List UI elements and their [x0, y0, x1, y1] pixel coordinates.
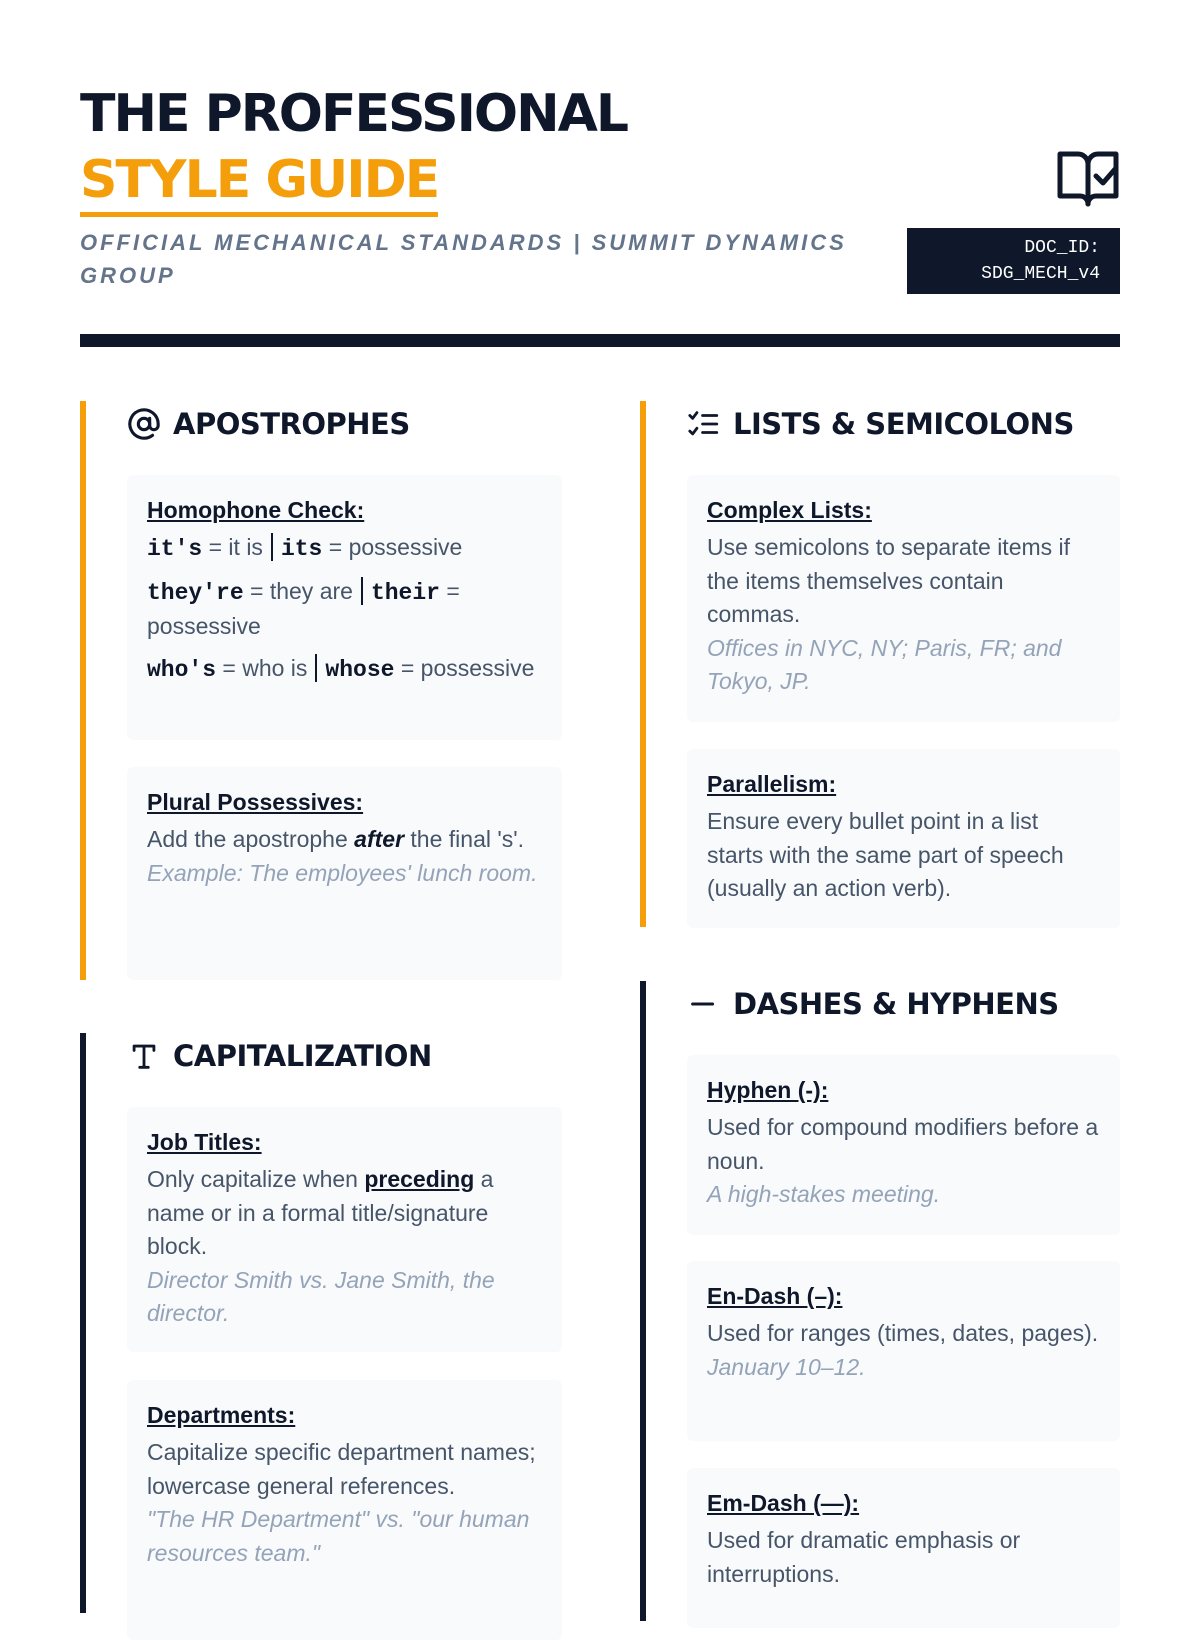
card-text	[147, 823, 542, 857]
title-line-2: STYLE GUIDE	[80, 148, 438, 217]
card-text: Capitalize specific department names; lowercase general references.	[147, 1439, 536, 1499]
definition: = who is	[222, 654, 308, 681]
card-text: Used for compound modifiers before a noun.	[707, 1114, 1099, 1174]
separator	[271, 533, 273, 561]
type-icon	[127, 1039, 161, 1073]
doc-id-badge	[907, 228, 1120, 294]
card-heading: Homophone Check:	[147, 497, 365, 523]
term: its	[280, 536, 323, 562]
card-text	[147, 1163, 542, 1264]
section-capitalization	[80, 1033, 562, 1613]
card-heading: Em-Dash (—):	[707, 1490, 860, 1516]
section-title: DASHES & HYPHENS	[733, 987, 1059, 1021]
separator	[315, 654, 317, 682]
section-title: CAPITALIZATION	[173, 1039, 432, 1073]
section-title: LISTS & SEMICOLONS	[733, 407, 1074, 441]
text-part: the final 's'.	[410, 826, 525, 852]
card-heading: Parallelism:	[707, 771, 837, 797]
section-accent-bar	[80, 401, 86, 980]
emphasis: after	[354, 826, 405, 852]
card-text: Used for ranges (times, dates, pages).	[707, 1320, 1099, 1346]
card-em-dash	[687, 1468, 1120, 1628]
section-header	[687, 401, 1120, 447]
section-apostrophes	[80, 401, 562, 980]
card-example: January 10–12.	[707, 1353, 866, 1380]
definition: = they are	[250, 577, 353, 604]
definition: = it is	[208, 534, 263, 560]
term: it's	[147, 536, 203, 562]
card-plural-possessives	[127, 767, 562, 980]
card-heading: Hyphen (-):	[707, 1077, 829, 1103]
card-en-dash	[687, 1261, 1120, 1441]
card-departments	[127, 1380, 562, 1640]
card-heading: Complex Lists:	[707, 497, 872, 523]
header-divider	[80, 334, 1120, 347]
at-sign-icon	[127, 407, 161, 441]
card-example: A high-stakes meeting.	[707, 1181, 941, 1207]
card-heading: Job Titles:	[147, 1129, 262, 1155]
term: their	[370, 579, 440, 606]
section-accent-bar	[640, 401, 646, 927]
card-text: Use semicolons to separate items if the items themselves contain commas.	[707, 534, 1071, 627]
term: they're	[147, 579, 244, 606]
card-complex-lists	[687, 475, 1120, 722]
card-parallelism	[687, 749, 1120, 928]
card-example: "The HR Department" vs. "our human resources team."	[147, 1506, 530, 1566]
section-header	[127, 401, 562, 447]
homophone-row	[147, 531, 542, 567]
card-text: Used for dramatic emphasis or interruptions.	[707, 1527, 1021, 1587]
definition: = possessive	[328, 534, 463, 560]
book-check-icon	[1056, 148, 1120, 210]
section-header	[687, 981, 1120, 1027]
emphasis: preceding	[364, 1166, 475, 1192]
card-hyphen	[687, 1055, 1120, 1235]
card-job-titles	[127, 1107, 562, 1352]
card-example: Director Smith vs. Jane Smith, the director.	[147, 1266, 495, 1326]
card-heading: Plural Possessives:	[147, 789, 364, 815]
card-homophone-check	[127, 475, 562, 740]
card-example: Offices in NYC, NY; Paris, FR; and Tokyo, JP.	[707, 634, 1062, 694]
section-lists-semicolons	[640, 401, 1120, 927]
section-accent-bar	[80, 1033, 86, 1613]
homophone-row	[147, 575, 542, 644]
minus-icon	[687, 987, 721, 1021]
title-line-1: THE PROFESSIONAL	[80, 84, 628, 144]
section-header	[127, 1033, 562, 1079]
section-dashes-hyphens	[640, 981, 1120, 1621]
subtitle: OFFICIAL MECHANICAL STANDARDS | SUMMIT DYNAMICS GROUP	[80, 230, 847, 288]
section-accent-bar	[640, 981, 646, 1621]
doc-id-label: DOC_ID:	[1024, 238, 1100, 258]
homophone-row	[147, 652, 542, 688]
card-heading: En-Dash (–):	[707, 1283, 843, 1309]
term: whose	[325, 656, 395, 683]
definition: = possessive	[147, 577, 460, 639]
section-title: APOSTROPHES	[173, 407, 410, 441]
card-heading: Departments:	[147, 1402, 296, 1428]
term: who's	[147, 656, 217, 683]
separator	[361, 577, 363, 605]
list-checks-icon	[687, 407, 721, 441]
text-part: Only capitalize when	[147, 1166, 358, 1192]
definition: = possessive	[400, 654, 535, 681]
text-part: Add the apostrophe	[147, 826, 348, 852]
text-part: a name or in a formal title/signature block.	[147, 1166, 494, 1259]
card-example: Example: The employees' lunch room.	[147, 859, 538, 886]
card-text: Ensure every bullet point in a list starts with the same part of speech (usually an action verb).	[707, 808, 1064, 901]
doc-id-value: SDG_MECH_v4	[981, 264, 1100, 284]
